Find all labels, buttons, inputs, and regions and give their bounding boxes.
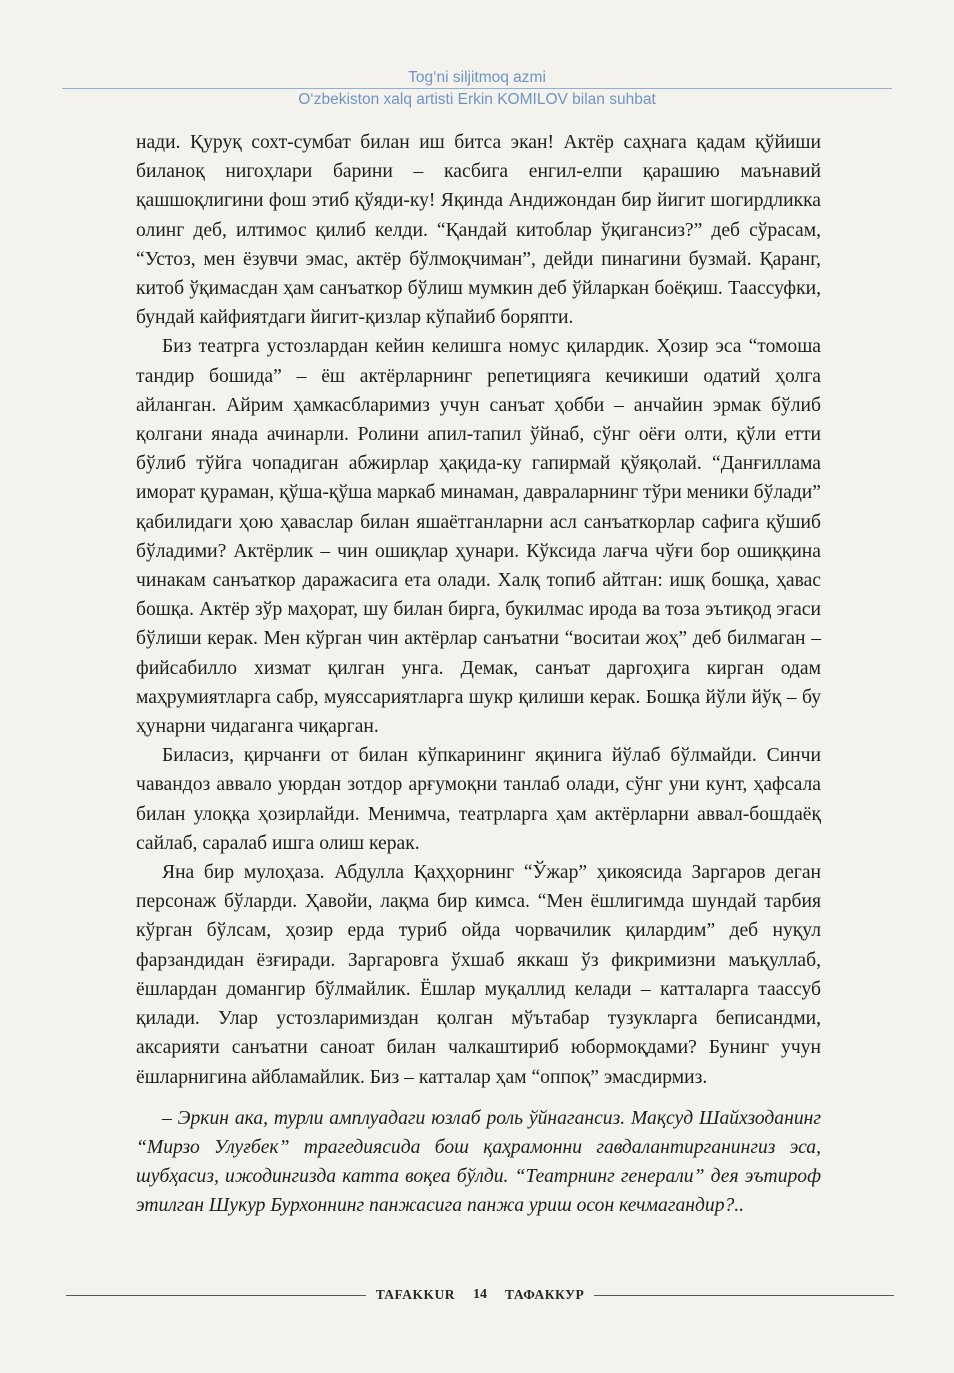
header-section-title: Tog‘ni siljitmoq azmi [408, 69, 546, 86]
header-article-subtitle: O‘zbekiston xalq artisti Erkin KOMILOV bilan suhbat [298, 91, 656, 108]
interview-question: – Эркин ака, турли амплуадаги юзлаб роль ўйнагансиз. Мақсуд Шайхзоданинг “Мирзо Улуғбек” трагедиясида бош қаҳрамонни гавдалантирганингиз эса, шубҳасиз, ижодингизда катта воқеа бўлди. “Театрнинг генерали” дея эътироф этилган Шукур Бурхоннинг панжасига панжа уриш осон кечмагандир?.. [136, 1107, 821, 1217]
footer-magazine-latin: TAFAKKUR [375, 1287, 456, 1302]
running-header [62, 68, 892, 109]
header-divider [62, 88, 892, 89]
body-paragraph: Биласиз, қирчанғи от билан кўпкарининг яқинига йўлаб бўлмайди. Синчи чавандоз аввало уюрдан зотдор арғумоқни танлаб олади, сўнг уни кунт, ҳафсала билан улоққа ҳозирлайди. Менимча, театрларга ҳам актёрларни аввал-бошдаёқ сайлаб, саралаб ишга олиш керак. [136, 745, 821, 854]
page-footer [66, 1284, 894, 1306]
article-body [136, 128, 821, 1221]
footer-magazine-cyrillic: ТАФАККУР [505, 1287, 585, 1302]
body-paragraph: нади. Қуруқ сохт-сумбат билан иш битса экан! Актёр саҳнага қадам қўйиши биланоқ нигоҳлари барини – касбига енгил-елпи қарашию маънавий қашшоқлигини фош этиб қўяди-ку! Яқинда Андижондан бир йигит шогирдликка олинг деб, илтимос қилиб келди. “Қандай китоблар ўқигансиз?” деб сўрасам, “Устоз, мен ёзувчи эмас, актёр бўлмоқчиман”, дейди пинагини бузмай. Қаранг, китоб ўқимасдан ҳам санъаткор бўлиш мумкин деб ўйларкан боёқиш. Таассуфки, бундай кайфиятдаги йигит-қизлар кўпайиб боряпти. [136, 132, 821, 329]
body-paragraph: Яна бир мулоҳаза. Абдулла Қаҳҳорнинг “Ўжар” ҳикоясида Заргаров деган персонаж бўларди. Ҳавойи, лақма бир кимса. “Мен ёшлигимда шундай тарбия кўрган бўлсам, ҳозир ерда туриб ойда чорвачилик қилардим” деб нуқул фарзандидан ёзғиради. Заргаровга ўхшаб яккаш ўз фикримизни маъқуллаб, ёшлардан домангир бўлмайлик. Ёшлар муқаллид келади – катталарга таассуб қилади. Улар устозларимиздан қолган мўътабар тузукларга беписандми, аксарияти санъатни саноат билан чалкаштириб юбормоқдами? Бунинг учун ёшларнигина айбламайлик. Биз – катталар ҳам “оппоқ” эмасдирмиз. [136, 862, 821, 1088]
page-number: 14 [473, 1287, 488, 1302]
body-paragraph: Биз театрга устозлардан кейин келишга номус қилардик. Ҳозир эса “томоша тандир бошида” – ёш актёрларнинг репетицияга кечикиши одатий ҳолга айланган. Айрим ҳамкасбларимиз учун санъат ҳобби – анчайин эрмак бўлиб қолгани янада ачинарли. Ролини апил-тапил ўйнаб, сўнг оёғи олти, қўли етти бўлиб тўйга чопадиган абжирлар ҳақида-ку гапирмай қўяқолай. “Данғиллама иморат қураман, қўша-қўша маркаб минаман, давраларнинг тўри меники бўлади” қабилидаги ҳою ҳаваслар билан яшаётганларни асл санъаткорлар сафига қўшиб бўладими? Актёрлик – чин ошиқлар ҳунари. Кўксида лағча чўғи бор ошиққина чинакам санъаткор даражасига ета олади. Халқ топиб айтган: ишқ бошқа, ҳавас бошқа. Актёр зўр маҳорат, шу билан бирга, букилмас ирода ва тоза эътиқод эгаси бўлиши керак. Мен кўрган чин актёрлар санъатни “воситаи жоҳ” деб билмаган – фийсабилло хизмат қилган унга. Демак, санъат даргоҳига кирган одам маҳрумиятларга сабр, муяссариятларга шукр қилиши керак. Бошқа йўли йўқ – бу ҳунарни чидаганга чиқарган. [136, 336, 821, 738]
footer-rule-right [594, 1295, 894, 1296]
footer-rule-left [66, 1295, 366, 1296]
